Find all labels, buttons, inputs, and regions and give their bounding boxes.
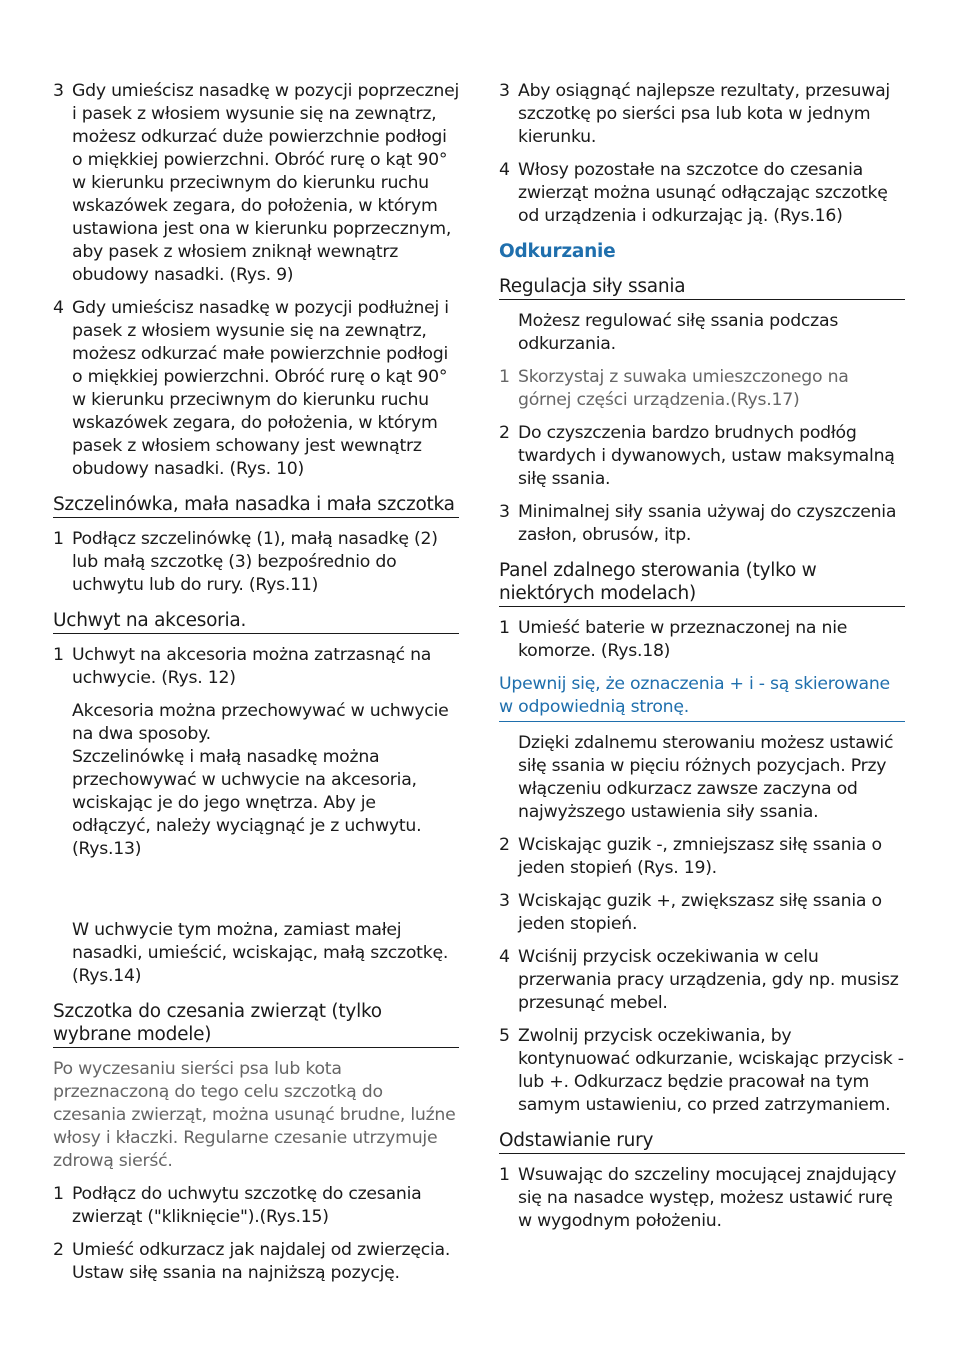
step-text: Wciskając guzik -, zmniejszasz siłę ssania o jeden stopień (Rys. 19).: [518, 835, 882, 878]
step-number: 4: [499, 160, 510, 180]
step-item: [499, 159, 905, 228]
step-item: [53, 80, 459, 287]
step-item: [499, 1164, 905, 1233]
paragraph: [53, 700, 459, 861]
step-text: Gdy umieścisz nasadkę w pozycji poprzecznej i pasek z włosiem wysunie się na zewnątrz, możesz odkurzać duże powierzchnie podłogi o miękkiej powierzchni. Obróć rurę o kąt 90° w kierunku przeciwnym do kierunku ruchu wskazówek zegara, do położenia, w którym ustawiona jest ona w kierunku poprzecznym, aby pasek z włosiem zniknął wewnątrz obudowy nasadki. (Rys. 9): [72, 81, 460, 285]
subheading-regulacja: Regulacja siły ssania: [499, 275, 905, 300]
note-callout: Upewnij się, że oznaczenia + i - są skierowane w odpowiednią stronę.: [499, 673, 905, 722]
step-item: [53, 644, 459, 690]
step-text: Wsuwając do szczeliny mocującej znajdujący się na nasadce występ, możesz ustawić rurę w wygodnym położeniu.: [518, 1165, 897, 1231]
step-item: [499, 501, 905, 547]
step-item: [499, 80, 905, 149]
spacer: [53, 871, 459, 919]
step-number: 3: [53, 81, 64, 101]
step-number: 2: [499, 423, 510, 443]
step-text: Podłącz szczelinówkę (1), małą nasadkę (2) lub małą szczotkę (3) bezpośrednio do uchwytu lub do rury. (Rys.11): [72, 529, 438, 595]
step-item: [53, 1183, 459, 1229]
step-number: 2: [499, 835, 510, 855]
paragraph: Dzięki zdalnemu sterowaniu możesz ustawić siłę ssania w pięciu różnych pozycjach. Przy włączeniu odkurzacz zawsze zaczyna od najwyższego ustawienia siły ssania.: [518, 733, 894, 822]
paragraph: Możesz regulować siłę ssania podczas odkurzania.: [518, 311, 839, 354]
left-column: [53, 80, 459, 1295]
step-text: Aby osiągnąć najlepsze rezultaty, przesuwaj szczotkę po sierści psa lub kota w jednym kierunku.: [518, 81, 890, 147]
step-item: [499, 617, 905, 663]
step-number: 3: [499, 891, 510, 911]
step-item: [499, 366, 905, 412]
step-number: 1: [499, 367, 510, 387]
step-text: Wciskając guzik +, zwiększasz siłę ssania o jeden stopień.: [518, 891, 882, 934]
step-text: Minimalnej siły ssania używaj do czyszczenia zasłon, obrusów, itp.: [518, 502, 897, 545]
paragraph-line: Szczelinówkę i małą nasadkę można przechowywać w uchwycie na akcesoria, wciskając je do jego wnętrza. Aby je odłączyć, należy wyciągnąć je z uchwytu. (Rys.13): [72, 747, 422, 859]
step-number: 1: [53, 645, 64, 665]
step-number: 5: [499, 1026, 510, 1046]
subheading-uchwyt: Uchwyt na akcesoria.: [53, 609, 459, 634]
step-item: [499, 1025, 905, 1117]
step-number: 1: [499, 1165, 510, 1185]
step-text: Do czyszczenia bardzo brudnych podłóg twardych i dywanowych, ustaw maksymalną siłę ssania.: [518, 423, 895, 489]
step-text: Włosy pozostałe na szczotce do czesania zwierząt można usunąć odłączając szczotkę od urządzenia i odkurzając ją. (Rys.16): [518, 160, 888, 226]
step-number: 1: [53, 1184, 64, 1204]
section-title-odkurzanie: Odkurzanie: [499, 241, 616, 262]
step-number: 1: [499, 618, 510, 638]
step-number: 3: [499, 502, 510, 522]
subheading-panel: Panel zdalnego sterowania (tylko w niektórych modelach): [499, 559, 905, 607]
step-text: Wciśnij przycisk oczekiwania w celu przerwania pracy urządzenia, gdy np. musisz przesunąć mebel.: [518, 947, 899, 1013]
step-number: 1: [53, 529, 64, 549]
step-item: [499, 946, 905, 1015]
step-number: 4: [53, 298, 64, 318]
subheading-odstawianie: Odstawianie rury: [499, 1129, 905, 1154]
right-column: [499, 80, 905, 1243]
step-item: [499, 890, 905, 936]
step-item: [53, 528, 459, 597]
paragraph: W uchwycie tym można, zamiast małej nasadki, umieścić, wciskając, małą szczotkę. (Rys.14): [72, 920, 449, 986]
intro-paragraph: Po wyczesaniu sierści psa lub kota przeznaczoną do tego celu szczotką do czesania zwierząt, można usunąć brudne, luźne włosy i kłaczki. Regularne czesanie utrzymuje zdrową sierść.: [53, 1059, 456, 1171]
step-item: [53, 297, 459, 481]
step-text: Uchwyt na akcesoria można zatrzasnąć na uchwycie. (Rys. 12): [72, 645, 432, 688]
subheading-szczotka-zwierzat: Szczotka do czesania zwierząt (tylko wybrane modele): [53, 1000, 459, 1048]
step-text: Umieść odkurzacz jak najdalej od zwierzęcia. Ustaw siłę ssania na najniższą pozycję.: [72, 1240, 451, 1283]
subheading-szczelinowka: Szczelinówka, mała nasadka i mała szczotka: [53, 493, 459, 518]
paragraph-line: Akcesoria można przechowywać w uchwycie na dwa sposoby.: [72, 701, 449, 744]
step-item: [499, 834, 905, 880]
step-text: Umieść baterie w przeznaczonej na nie komorze. (Rys.18): [518, 618, 848, 661]
step-text: Zwolnij przycisk oczekiwania, by kontynuować odkurzanie, wciskając przycisk - lub +. Odkurzacz będzie pracował na tym samym ustawieniu, co przed zatrzymaniem.: [518, 1026, 904, 1115]
step-number: 4: [499, 947, 510, 967]
step-text: Podłącz do uchwytu szczotkę do czesania zwierząt ("kliknięcie").(Rys.15): [72, 1184, 422, 1227]
step-item: [499, 422, 905, 491]
step-number: 2: [53, 1240, 64, 1260]
step-number: 3: [499, 81, 510, 101]
step-text: Gdy umieścisz nasadkę w pozycji podłużnej i pasek z włosiem wysunie się na zewnątrz, możesz odkurzać małe powierzchnie podłogi o miękkiej powierzchni. Obróć rurę o kąt 90° w kierunku przeciwnym do kierunku ruchu wskazówek zegara, do położenia, w którym pasek z włosiem schowany jest wewnątrz obudowy nasadki. (Rys. 10): [72, 298, 449, 479]
step-item: [53, 1239, 459, 1285]
step-text: Skorzystaj z suwaka umieszczonego na górnej części urządzenia.(Rys.17): [518, 367, 849, 410]
